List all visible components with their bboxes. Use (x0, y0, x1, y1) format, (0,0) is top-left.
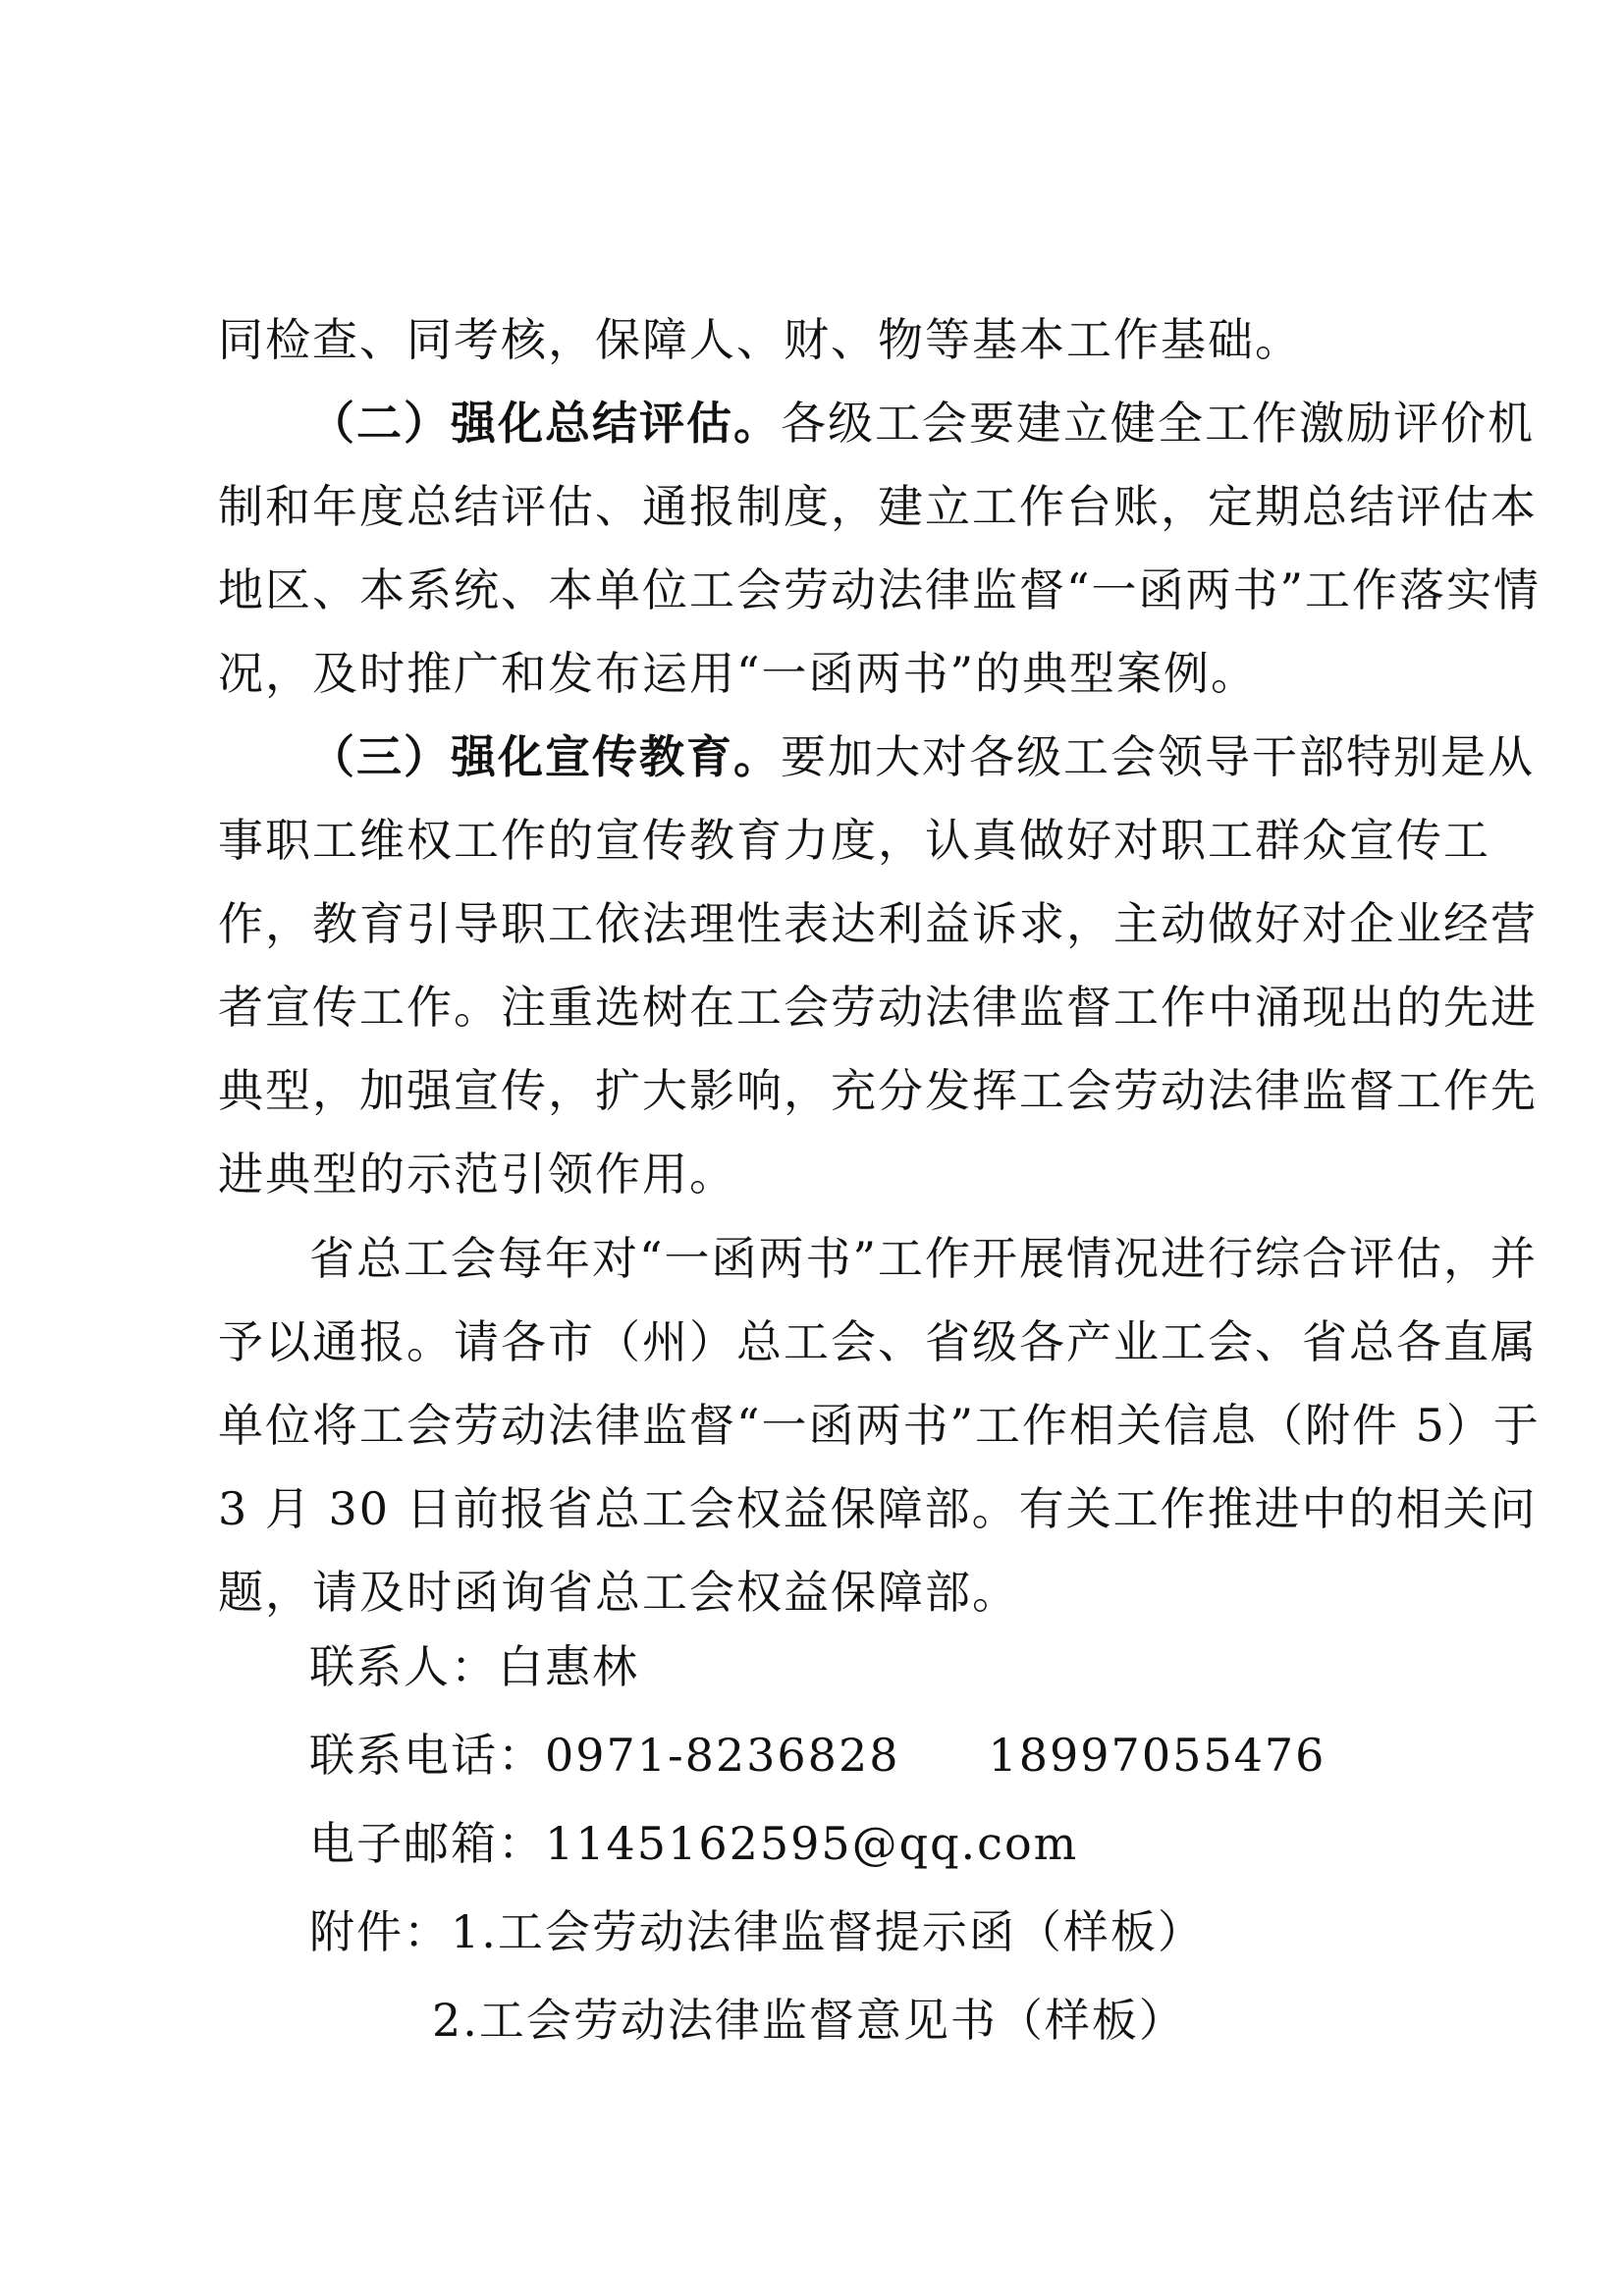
text: 题，请及时函询省总工会权益保障部。 (218, 1566, 1019, 1619)
attachment-line (309, 1902, 1428, 1961)
text: 作，教育引导职工依法理性表达利益诉求，主动做好对企业经营 (218, 897, 1538, 950)
paragraph-line (218, 1479, 1538, 1538)
text: 况，及时推广和发布运用“一函两书”的典型案例。 (218, 647, 1259, 700)
text: 典型，加强宣传，扩大影响，充分发挥工会劳动法律监督工作先 (218, 1064, 1538, 1117)
paragraph-line (218, 811, 1490, 870)
text: 各级工会要建立健全工作激励评价机 (781, 397, 1535, 450)
text: 单位将工会劳动法律监督“一函两书”工作相关信息（附件 5）于 (218, 1399, 1541, 1452)
contact-phone-2: 18997055476 (988, 1729, 1326, 1782)
text: 省总工会每年对“一函两书”工作开展情况进行综合评估，并 (309, 1232, 1539, 1285)
paragraph-line (218, 561, 1542, 619)
contact-person-name: 白惠林 (498, 1640, 639, 1693)
paragraph-line (218, 978, 1538, 1037)
contact-email-address: 1145162595@qq.com (545, 1817, 1079, 1870)
paragraph-line (218, 310, 1428, 369)
paragraph-line (309, 727, 1535, 786)
text: 要加大对各级工会领导干部特别是从 (781, 730, 1535, 783)
paragraph-line (309, 1229, 1539, 1288)
section-heading: （二）强化总结评估。 (309, 397, 781, 450)
paragraph-line (218, 477, 1538, 536)
attachments-label: 附件： (309, 1905, 451, 1958)
text: 者宣传工作。注重选树在工会劳动法律监督工作中涌现出的先进 (218, 981, 1538, 1034)
text: 同检查、同考核，保障人、财、物等基本工作基础。 (218, 313, 1302, 366)
paragraph-line (218, 1145, 1428, 1203)
text: 进典型的示范引领作用。 (218, 1148, 736, 1201)
paragraph-line (218, 1061, 1538, 1120)
attachment-item: 1.工会劳动法律监督提示函（样板） (451, 1905, 1205, 1958)
paragraph-line (309, 394, 1535, 453)
paragraph-line (218, 894, 1538, 953)
paragraph-line (218, 1396, 1541, 1455)
text: 制和年度总结评估、通报制度，建立工作台账，定期总结评估本 (218, 480, 1538, 533)
text: 地区、本系统、本单位工会劳动法律监督“一函两书”工作落实情 (218, 563, 1542, 616)
contact-phone (309, 1726, 1428, 1785)
contact-email-label: 电子邮箱： (309, 1817, 545, 1870)
contact-phone-label: 联系电话： (309, 1729, 545, 1782)
contact-person (309, 1637, 1428, 1696)
paragraph-line (218, 1563, 1428, 1622)
text: 事职工维权工作的宣传教育力度，认真做好对职工群众宣传工 (218, 814, 1490, 867)
attachment-line (432, 1991, 1428, 2050)
text: 3 月 30 日前报省总工会权益保障部。有关工作推进中的相关问 (218, 1482, 1538, 1535)
paragraph-line (218, 644, 1428, 703)
attachment-item: 2.工会劳动法律监督意见书（样板） (432, 1994, 1186, 2047)
contact-email (309, 1814, 1428, 1873)
contact-person-label: 联系人： (309, 1640, 498, 1693)
contact-phone-1: 0971-8236828 (545, 1729, 900, 1782)
paragraph-line (218, 1312, 1538, 1371)
section-heading: （三）强化宣传教育。 (309, 730, 781, 783)
text: 予以通报。请各市（州）总工会、省级各产业工会、省总各直属 (218, 1315, 1538, 1368)
